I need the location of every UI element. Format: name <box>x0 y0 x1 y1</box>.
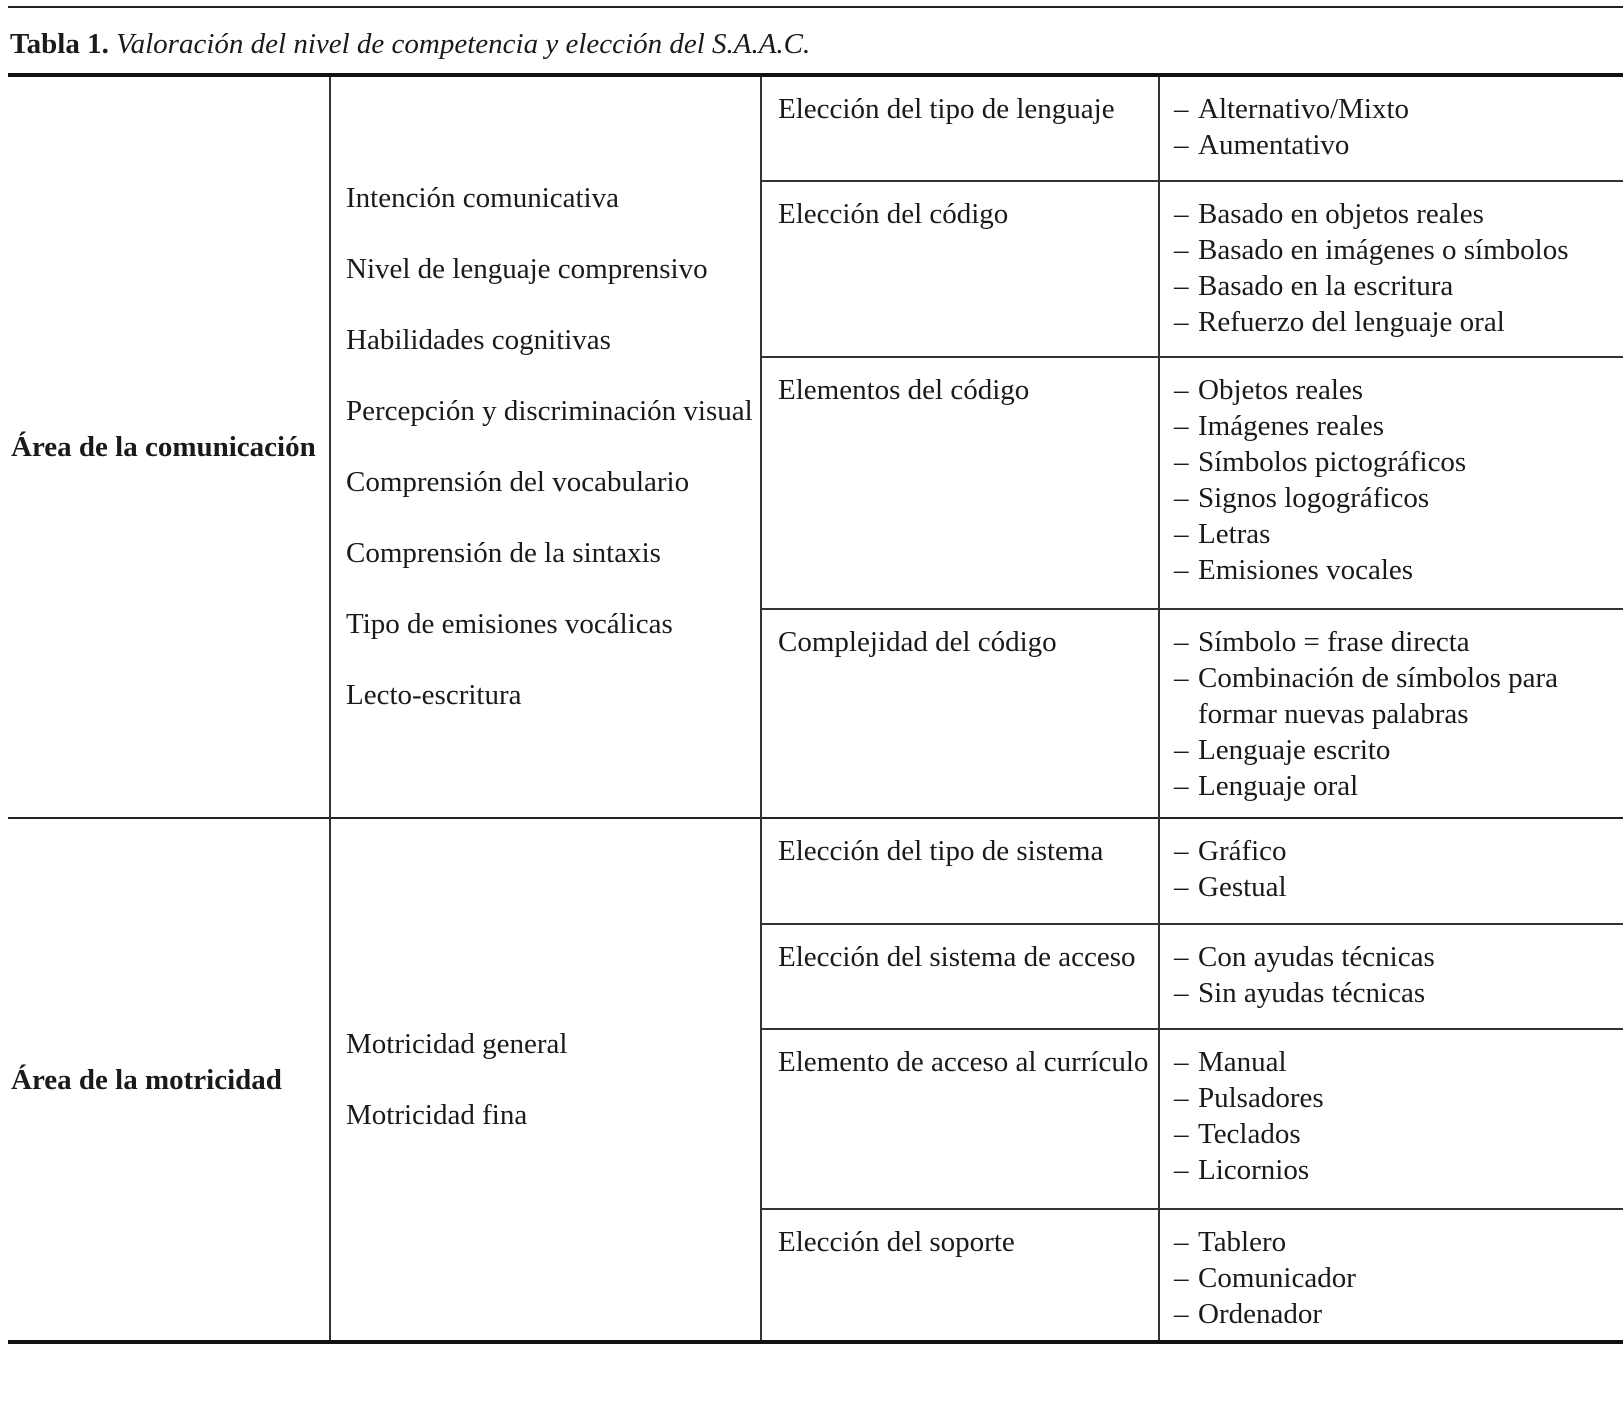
option-text: Lenguaje oral <box>1198 770 1359 802</box>
dash-glyph: – <box>1174 1118 1189 1150</box>
criterion-label: Elemento de acceso al currículo <box>761 1029 1159 1209</box>
options-cell <box>1159 1209 1623 1341</box>
bottom-rule <box>8 1340 1623 1344</box>
option-text: Sin ayudas técnicas <box>1198 977 1426 1009</box>
option-text: Lenguaje escrito <box>1198 734 1391 766</box>
options-list <box>1174 372 1623 588</box>
option-text: Teclados <box>1198 1118 1301 1150</box>
dash-glyph: – <box>1174 410 1189 442</box>
option-item <box>1174 732 1623 768</box>
skills-list <box>346 1009 760 1151</box>
option-text: Licornios <box>1198 1154 1310 1186</box>
criterion-label: Elección del tipo de sistema <box>761 818 1159 924</box>
dash-glyph: – <box>1174 234 1189 266</box>
option-text: Símbolo = frase directa <box>1198 626 1470 658</box>
option-item <box>1174 304 1623 340</box>
option-item <box>1174 833 1623 869</box>
options-cell <box>1159 924 1623 1029</box>
options-cell <box>1159 181 1623 357</box>
dash-glyph: – <box>1174 270 1189 302</box>
option-text: Basado en imágenes o símbolos <box>1198 234 1569 266</box>
dash-glyph: – <box>1174 1226 1189 1258</box>
option-text: Símbolos pictográficos <box>1198 446 1467 478</box>
dash-glyph: – <box>1174 198 1189 230</box>
dash-glyph: – <box>1174 93 1189 125</box>
area-name: Área de la motricidad <box>8 818 330 1341</box>
option-item <box>1174 1116 1623 1152</box>
criterion-label: Elementos del código <box>761 357 1159 609</box>
option-text: Comunicador <box>1198 1262 1356 1294</box>
option-text: Imágenes reales <box>1198 410 1384 442</box>
options-list <box>1174 624 1623 804</box>
dash-glyph: – <box>1174 734 1189 766</box>
option-item <box>1174 768 1623 804</box>
criterion-label: Elección del código <box>761 181 1159 357</box>
option-text: Combinación de símbolos para formar nuevas palabras <box>1198 662 1559 730</box>
criterion-label: Elección del tipo de lenguaje <box>761 75 1159 181</box>
options-list <box>1174 1224 1623 1332</box>
option-item <box>1174 552 1623 588</box>
dash-glyph: – <box>1174 1262 1189 1294</box>
dash-glyph: – <box>1174 446 1189 478</box>
option-item <box>1174 127 1623 163</box>
options-list <box>1174 91 1623 163</box>
options-list <box>1174 1044 1623 1188</box>
option-text: Pulsadores <box>1198 1082 1324 1114</box>
option-text: Letras <box>1198 518 1271 550</box>
option-text: Alternativo/Mixto <box>1198 93 1410 125</box>
options-cell <box>1159 75 1623 181</box>
option-item <box>1174 444 1623 480</box>
top-rule <box>8 6 1623 8</box>
option-item <box>1174 268 1623 304</box>
options-cell <box>1159 609 1623 818</box>
option-item <box>1174 975 1623 1011</box>
option-text: Tablero <box>1198 1226 1287 1258</box>
option-item <box>1174 1224 1623 1260</box>
caption-label: Tabla 1. <box>10 28 109 60</box>
option-item <box>1174 196 1623 232</box>
option-text: Emisiones vocales <box>1198 554 1414 586</box>
option-item <box>1174 1152 1623 1188</box>
caption-text: Valoración del nivel de competencia y elección del S.A.A.C. <box>116 28 811 60</box>
options-list <box>1174 196 1623 340</box>
area-name: Área de la comunicación <box>8 75 330 818</box>
option-item <box>1174 1260 1623 1296</box>
skills-list <box>346 163 760 731</box>
option-item <box>1174 408 1623 444</box>
table-row <box>8 75 1623 181</box>
option-text: Aumentativo <box>1198 129 1350 161</box>
dash-glyph: – <box>1174 1298 1189 1330</box>
option-item <box>1174 869 1623 905</box>
option-item <box>1174 1044 1623 1080</box>
options-cell <box>1159 357 1623 609</box>
dash-glyph: – <box>1174 482 1189 514</box>
option-item <box>1174 372 1623 408</box>
skill-item: Habilidades cognitivas <box>346 324 611 356</box>
skill-item: Comprensión del vocabulario <box>346 466 690 498</box>
dash-glyph: – <box>1174 1154 1189 1186</box>
skill-item: Nivel de lenguaje comprensivo <box>346 253 708 285</box>
dash-glyph: – <box>1174 871 1189 903</box>
dash-glyph: – <box>1174 626 1189 658</box>
criterion-label: Elección del sistema de acceso <box>761 924 1159 1029</box>
options-list <box>1174 939 1623 1011</box>
skills-cell <box>330 75 761 818</box>
dash-glyph: – <box>1174 770 1189 802</box>
options-list <box>1174 833 1623 905</box>
dash-glyph: – <box>1174 941 1189 973</box>
option-text: Gestual <box>1198 871 1287 903</box>
dash-glyph: – <box>1174 374 1189 406</box>
option-text: Manual <box>1198 1046 1287 1078</box>
option-item <box>1174 1080 1623 1116</box>
criterion-label: Elección del soporte <box>761 1209 1159 1341</box>
skills-cell <box>330 818 761 1341</box>
option-text: Basado en objetos reales <box>1198 198 1484 230</box>
options-cell <box>1159 1029 1623 1209</box>
dash-glyph: – <box>1174 518 1189 550</box>
dash-glyph: – <box>1174 662 1189 694</box>
skill-item: Lecto-escritura <box>346 679 522 711</box>
option-item <box>1174 939 1623 975</box>
option-item <box>1174 232 1623 268</box>
option-text: Ordenador <box>1198 1298 1323 1330</box>
option-text: Basado en la escritura <box>1198 270 1454 302</box>
options-cell <box>1159 818 1623 924</box>
dash-glyph: – <box>1174 1046 1189 1078</box>
skill-item: Comprensión de la sintaxis <box>346 537 661 569</box>
dash-glyph: – <box>1174 129 1189 161</box>
option-item <box>1174 624 1623 660</box>
dash-glyph: – <box>1174 1082 1189 1114</box>
option-item <box>1174 480 1623 516</box>
dash-glyph: – <box>1174 835 1189 867</box>
competence-table <box>8 73 1623 1341</box>
skill-item: Intención comunicativa <box>346 182 619 214</box>
option-text: Gráfico <box>1198 835 1287 867</box>
option-text: Refuerzo del lenguaje oral <box>1198 306 1505 338</box>
dash-glyph: – <box>1174 977 1189 1009</box>
skill-item: Tipo de emisiones vocálicas <box>346 608 673 640</box>
option-item <box>1174 660 1623 732</box>
option-text: Objetos reales <box>1198 374 1364 406</box>
option-item <box>1174 516 1623 552</box>
option-text: Signos logográficos <box>1198 482 1430 514</box>
skill-item: Percepción y discriminación visual <box>346 395 753 427</box>
table-caption <box>10 28 810 61</box>
table-row <box>8 818 1623 924</box>
option-item <box>1174 1296 1623 1332</box>
skill-item: Motricidad general <box>346 1028 568 1060</box>
criterion-label: Complejidad del código <box>761 609 1159 818</box>
dash-glyph: – <box>1174 554 1189 586</box>
dash-glyph: – <box>1174 306 1189 338</box>
option-text: Con ayudas técnicas <box>1198 941 1435 973</box>
option-item <box>1174 91 1623 127</box>
skill-item: Motricidad fina <box>346 1099 528 1131</box>
